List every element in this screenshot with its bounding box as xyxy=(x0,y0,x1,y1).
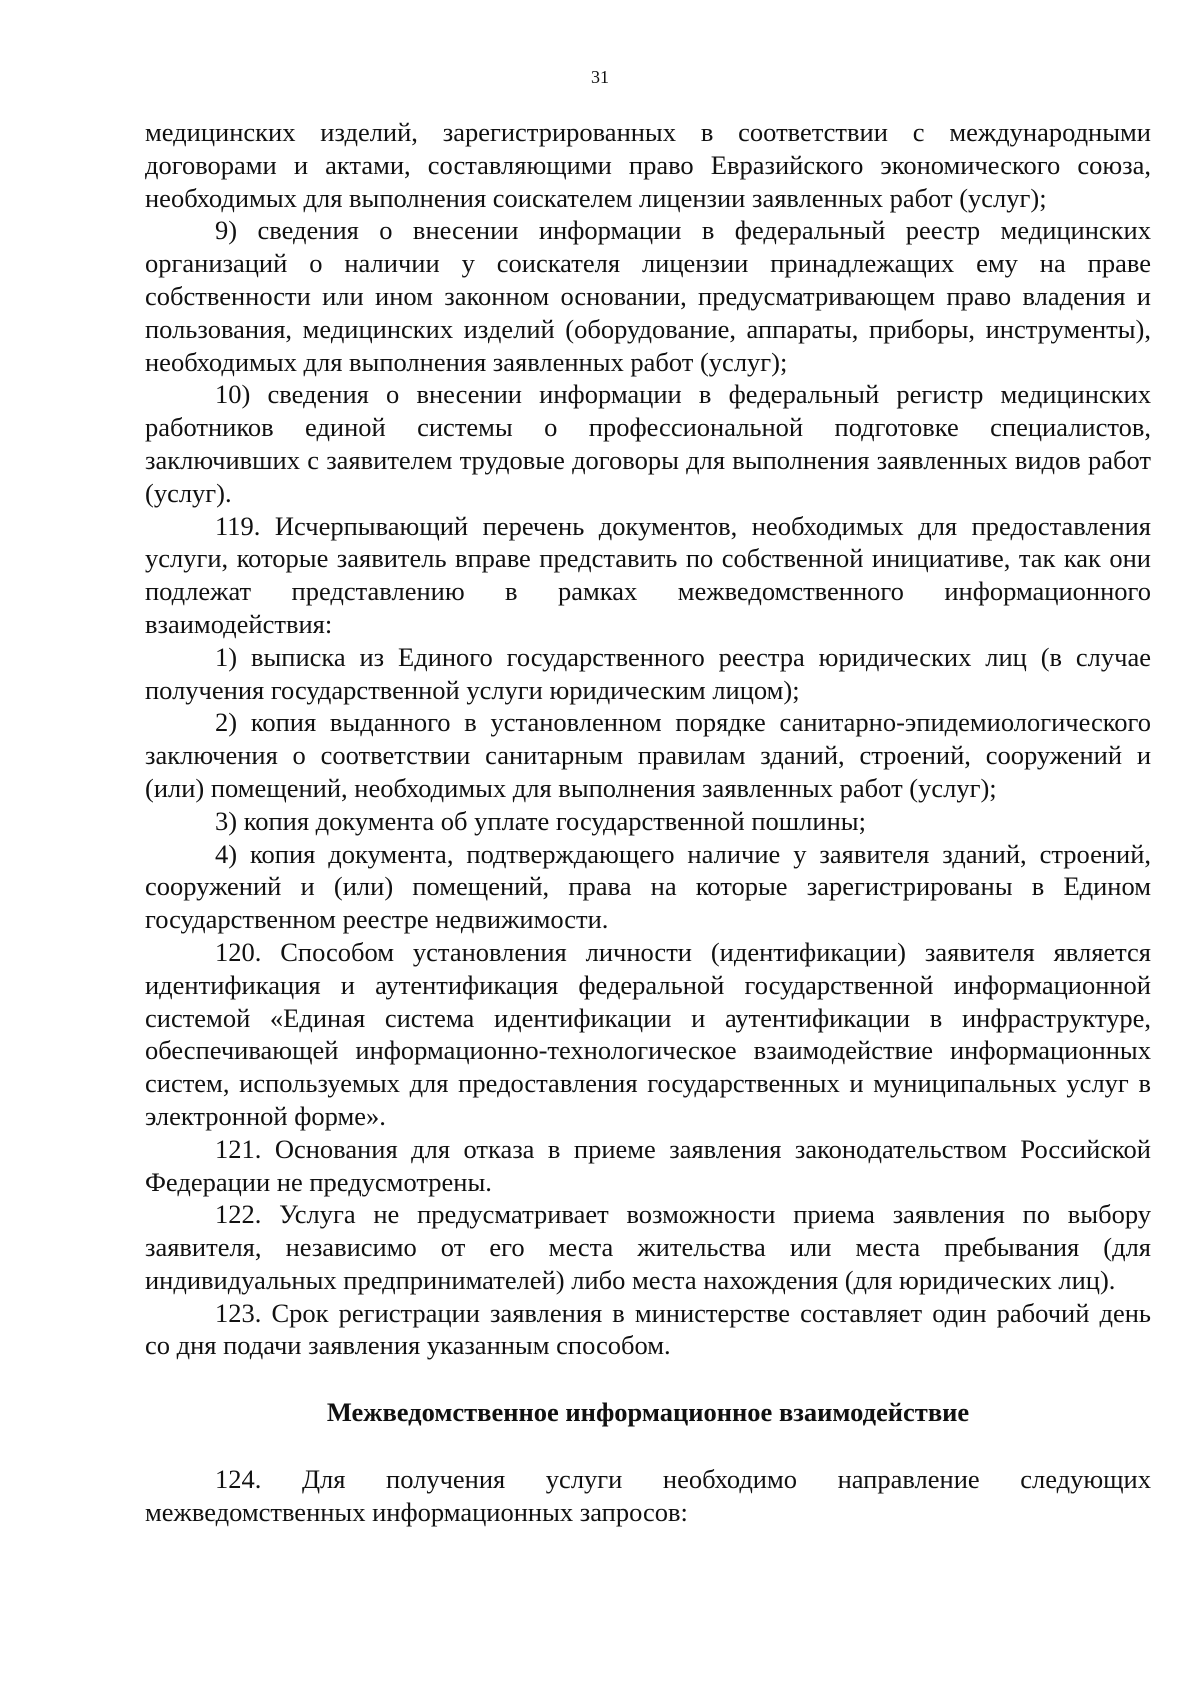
paragraph-119-item-4: 4) копия документа, подтверждающего наличие у заявителя зданий, строений, сооружений и (или) помещений, права на которые зарегистрированы в Едином государственном реестре недвижимости. xyxy=(145,838,1151,935)
paragraph-119-item-2: 2) копия выданного в установленном порядке санитарно-эпидемиологического заключения о соответствии санитарным правилам зданий, строений, сооружений и (или) помещений, необходимых для выполнения заявленных работ (услуг); xyxy=(145,707,1151,803)
paragraph-119-item-1: 1) выписка из Единого государственного реестра юридических лиц (в случае получения государственной услуги юридическим лицом); xyxy=(145,641,1151,705)
paragraph-item-9: 9) сведения о внесении информации в федеральный реестр медицинских организаций о наличии у соискателя лицензии принадлежащих ему на праве собственности или ином законном основании, предусматривающем право владения и пользования, медицинских изделий (оборудование, аппараты, приборы, инструменты), необходимых для выполнения заявленных работ (услуг); xyxy=(145,215,1151,377)
page-number: 31 xyxy=(591,67,609,87)
paragraph-continuation: медицинских изделий, зарегистрированных в соответствии с международными договорами и актами, составляющими право Евразийского экономического союза, необходимых для выполнения соискателем лицензии заявленных работ (услуг); xyxy=(145,117,1151,213)
paragraph-124: 124. Для получения услуги необходимо направление следующих межведомственных информационных запросов: xyxy=(145,1464,1151,1527)
paragraph-119-item-3: 3) копия документа об уплате государственной пошлины; xyxy=(215,805,866,836)
paragraph-122: 122. Услуга не предусматривает возможности приема заявления по выбору заявителя, независимо от его места жительства или места пребывания (для индивидуальных предпринимателей) либо места нахождения (для юридических лиц). xyxy=(145,1199,1151,1295)
paragraph-121: 121. Основания для отказа в приеме заявления законодательством Российской Федерации не предусмотрены. xyxy=(145,1133,1151,1197)
paragraph-119: 119. Исчерпывающий перечень документов, необходимых для предоставления услуги, которые заявитель вправе представить по собственной инициативе, так как они подлежат представлению в рамках межведомственного информационного взаимодействия: xyxy=(145,510,1151,639)
section-heading: Межведомственное информационное взаимодействие xyxy=(326,1397,970,1428)
paragraph-123: 123. Срок регистрации заявления в министерстве составляет один рабочий день со дня подачи заявления указанным способом. xyxy=(145,1297,1151,1361)
document-body xyxy=(145,116,1151,1529)
paragraph-120: 120. Способом установления личности (идентификации) заявителя является идентификация и аутентификация федеральной государственной информационной системой «Единая система идентификации и аутентификации в инфраструктуре, обеспечивающей информационно-технологическое взаимодействие информационных систем, используемых для предоставления государственных и муниципальных услуг в электронной форме». xyxy=(145,936,1151,1131)
paragraph-item-10: 10) сведения о внесении информации в федеральный регистр медицинских работников единой системы о профессиональной подготовке специалистов, заключивших с заявителем трудовые договоры для выполнения заявленных видов работ (услуг). xyxy=(145,379,1151,508)
